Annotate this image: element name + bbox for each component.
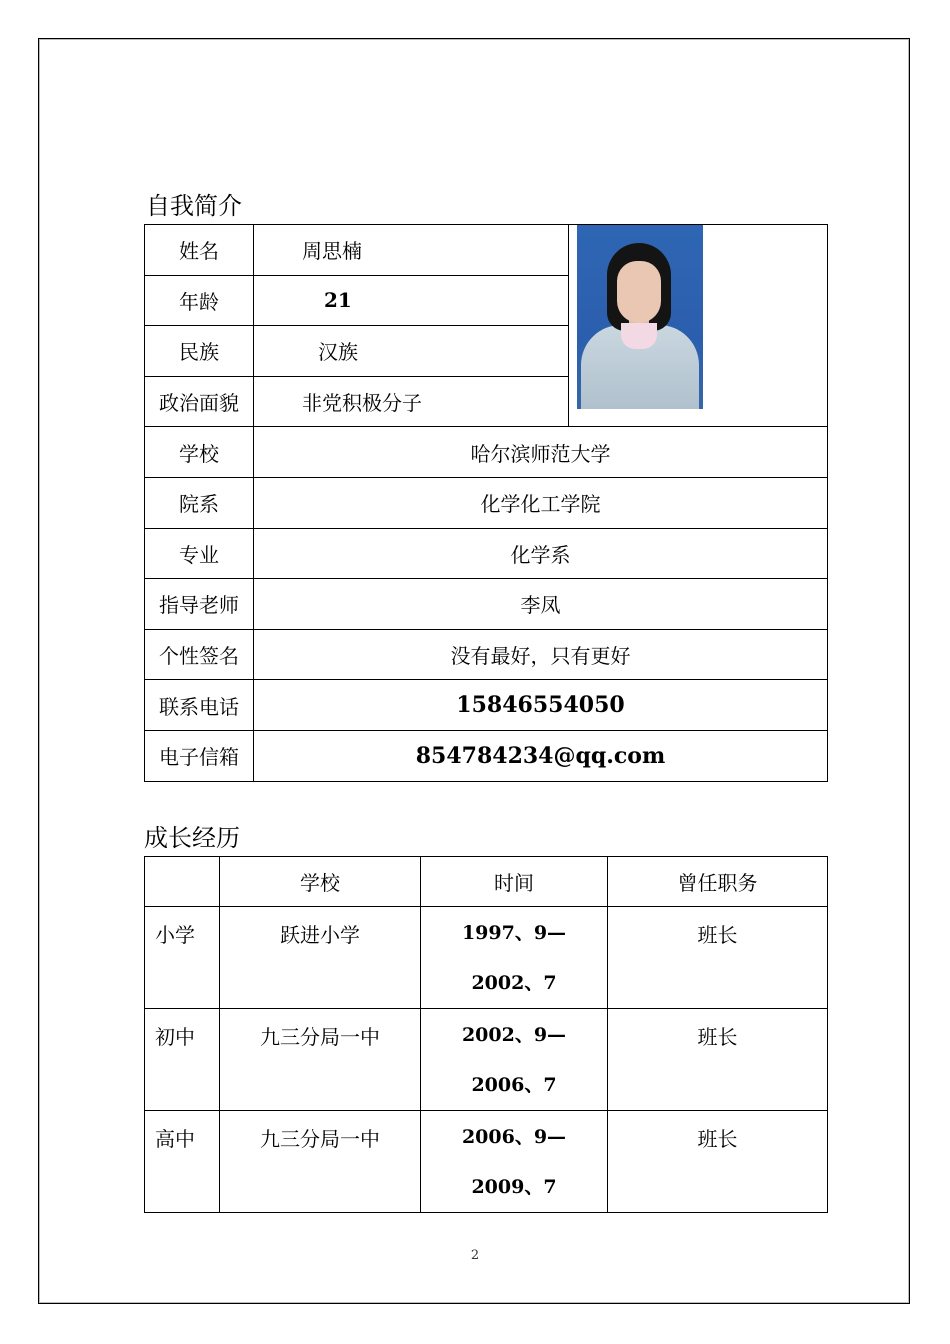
table-row xyxy=(145,477,828,528)
major-label: 专业 xyxy=(145,528,254,579)
political-label: 政治面貌 xyxy=(145,376,254,427)
time-end: 2009、7 xyxy=(471,1176,557,1198)
header-cell: 曾任职务 xyxy=(608,857,828,907)
major-value: 化学系 xyxy=(254,528,828,579)
school-cell: 九三分局一中 xyxy=(220,1009,421,1111)
name-label: 姓名 xyxy=(145,225,254,276)
time-start: 2002、9— xyxy=(461,1024,567,1046)
department-label: 院系 xyxy=(145,477,254,528)
level-cell: 小学 xyxy=(145,907,220,1009)
advisor-value: 李凤 xyxy=(254,579,828,630)
photo-cell xyxy=(569,225,828,427)
table-row xyxy=(145,427,828,478)
age-label: 年龄 xyxy=(145,275,254,326)
ethnicity-label: 民族 xyxy=(145,326,254,377)
intro-title: 自我简介 xyxy=(146,192,242,220)
advisor-label: 指导老师 xyxy=(145,579,254,630)
table-row xyxy=(145,528,828,579)
time-cell xyxy=(421,907,608,1009)
email-value: 854784234@qq.com xyxy=(254,730,828,781)
table-row xyxy=(145,907,828,1009)
profile-table xyxy=(144,224,828,782)
department-value: 化学化工学院 xyxy=(254,477,828,528)
table-row xyxy=(145,680,828,731)
level-cell: 高中 xyxy=(145,1111,220,1213)
table-row xyxy=(145,579,828,630)
phone-label: 联系电话 xyxy=(145,680,254,731)
position-cell: 班长 xyxy=(608,1009,828,1111)
page-number: 2 xyxy=(470,1248,480,1263)
header-cell: 学校 xyxy=(220,857,421,907)
name-value: 周思楠 xyxy=(254,225,569,276)
table-row xyxy=(145,629,828,680)
profile-photo xyxy=(577,225,703,409)
time-start: 2006、9— xyxy=(461,1126,567,1148)
age-value: 21 xyxy=(254,275,569,326)
time-end: 2002、7 xyxy=(471,972,557,994)
time-cell xyxy=(421,1009,608,1111)
motto-value: 没有最好，只有更好 xyxy=(254,629,828,680)
position-cell: 班长 xyxy=(608,1111,828,1213)
email-label: 电子信箱 xyxy=(145,730,254,781)
header-cell: 时间 xyxy=(421,857,608,907)
school-cell: 九三分局一中 xyxy=(220,1111,421,1213)
table-header-row xyxy=(145,857,828,907)
phone-value: 15846554050 xyxy=(254,680,828,731)
position-cell: 班长 xyxy=(608,907,828,1009)
table-row xyxy=(145,1111,828,1213)
political-value: 非党积极分子 xyxy=(254,376,569,427)
growth-title: 成长经历 xyxy=(144,824,240,852)
school-value: 哈尔滨师范大学 xyxy=(254,427,828,478)
school-label: 学校 xyxy=(145,427,254,478)
table-row xyxy=(145,225,828,276)
ethnicity-value: 汉族 xyxy=(254,326,569,377)
time-end: 2006、7 xyxy=(471,1074,557,1096)
motto-label: 个性签名 xyxy=(145,629,254,680)
growth-table xyxy=(144,856,828,1213)
table-row xyxy=(145,730,828,781)
time-start: 1997、9— xyxy=(461,922,567,944)
header-cell xyxy=(145,857,220,907)
level-cell: 初中 xyxy=(145,1009,220,1111)
table-row xyxy=(145,1009,828,1111)
school-cell: 跃进小学 xyxy=(220,907,421,1009)
time-cell xyxy=(421,1111,608,1213)
